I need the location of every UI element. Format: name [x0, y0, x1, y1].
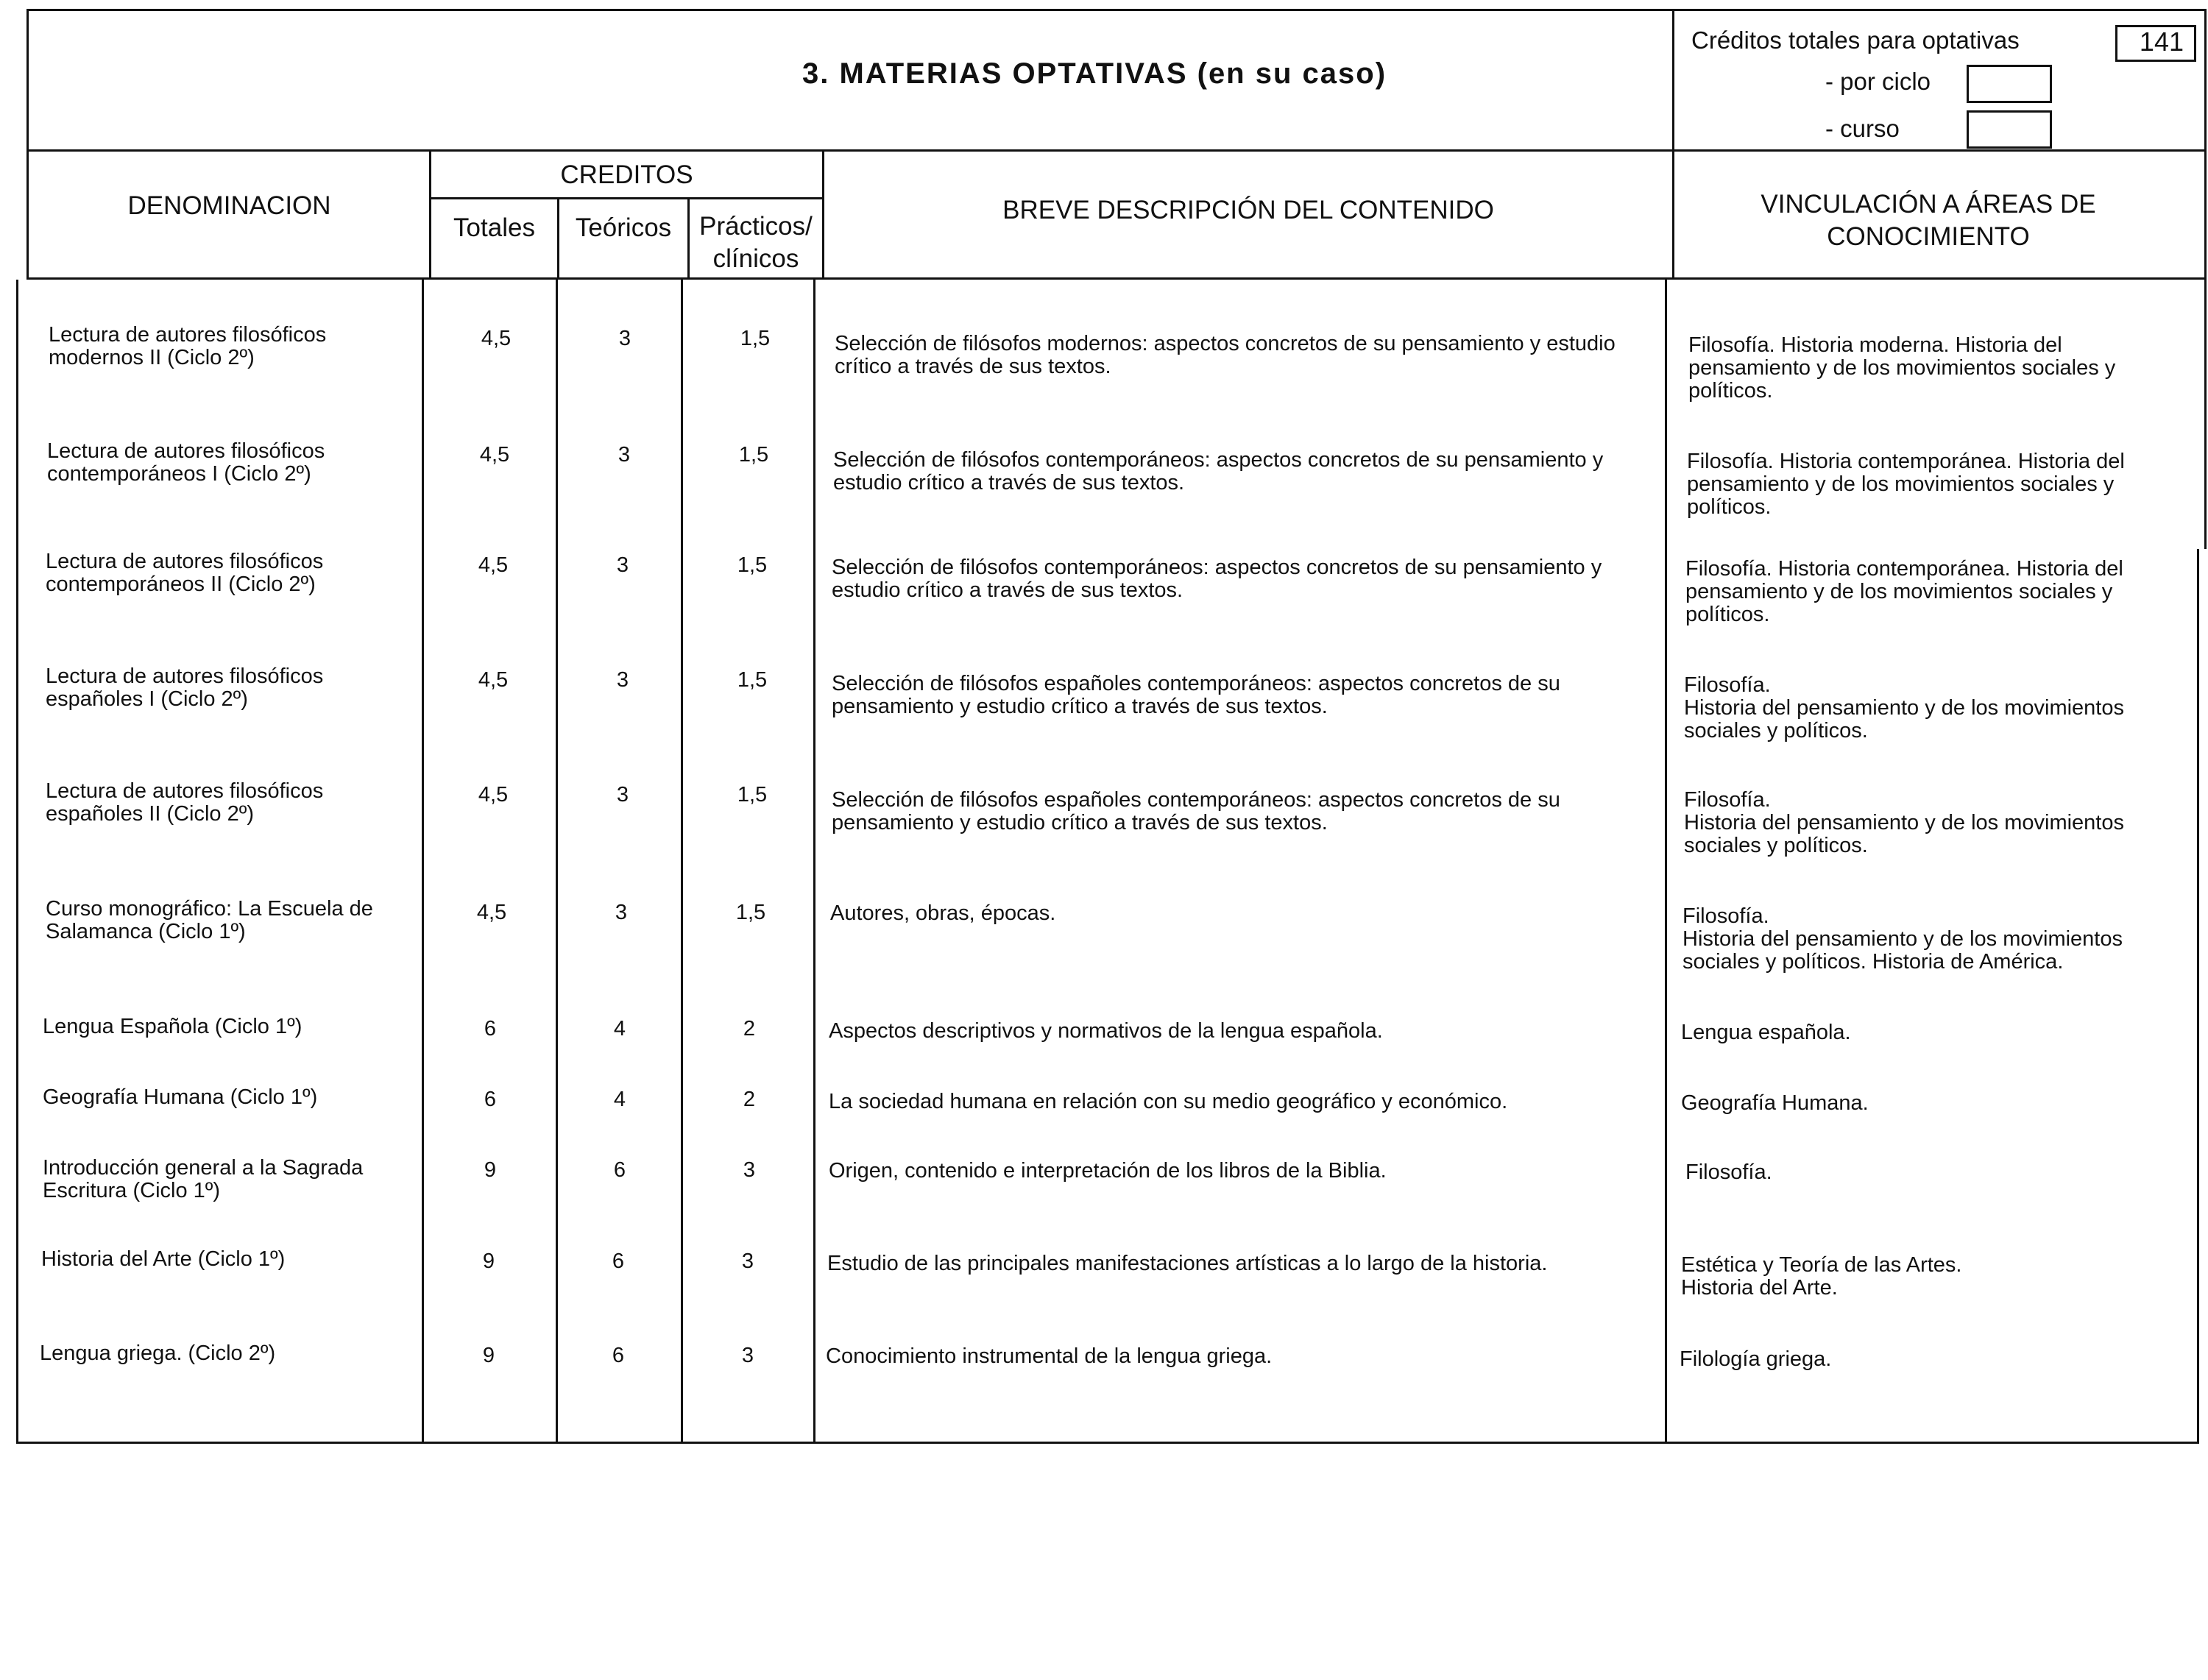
row-vinculacion: Filosofía. Historia moderna. Historia del pensamiento y de los movimientos sociales y políticos. [1688, 333, 2116, 403]
row-practicos: 1,5 [735, 901, 766, 924]
por-ciclo-label: - por ciclo [1825, 68, 1931, 95]
row-totales: 6 [484, 1017, 497, 1041]
row-teoricos: 3 [616, 783, 629, 807]
row-totales: 9 [484, 1158, 497, 1182]
creditos-totales-value: 141 [2115, 25, 2196, 62]
row-totales: 4,5 [478, 553, 509, 577]
row-teoricos: 3 [618, 327, 631, 350]
row-teoricos: 4 [613, 1088, 626, 1111]
row-descripcion: Selección de filósofos españoles contemporáneos: aspectos concretos de su pensamiento y estudio crítico a través de sus textos. [832, 672, 1560, 718]
row-descripcion: Autores, obras, épocas. [830, 901, 1056, 925]
row-denominacion: Historia del Arte (Ciclo 1º) [41, 1247, 286, 1271]
row-descripcion: Selección de filósofos contemporáneos: aspectos concretos de su pensamiento y estudio crítico a través de sus textos. [832, 556, 1602, 602]
row-practicos: 2 [743, 1017, 756, 1041]
row-denominacion: Geografía Humana (Ciclo 1º) [43, 1085, 318, 1109]
row-practicos: 3 [743, 1158, 756, 1182]
creditos-totales-label: Créditos totales para optativas [1691, 26, 2020, 54]
row-denominacion: Lectura de autores filosóficos modernos II (Ciclo 2º) [49, 323, 327, 369]
row-totales: 9 [482, 1250, 495, 1273]
row-totales: 4,5 [478, 668, 509, 692]
row-descripcion: Origen, contenido e interpretación de los libros de la Biblia. [829, 1159, 1387, 1183]
row-vinculacion: Filosofía. Historia contemporánea. Historia del pensamiento y de los movimientos sociales y políticos. [1685, 557, 2123, 626]
row-practicos: 1,5 [737, 668, 768, 692]
row-vinculacion: Lengua española. [1681, 1021, 1851, 1044]
row-totales: 4,5 [481, 327, 512, 350]
row-practicos: 3 [741, 1344, 754, 1367]
row-vinculacion: Filosofía. [1685, 1160, 1772, 1184]
row-vinculacion: Filología griega. [1680, 1347, 1832, 1371]
row-denominacion: Curso monográfico: La Escuela de Salamanca (Ciclo 1º) [46, 897, 373, 943]
col-descripcion: BREVE DESCRIPCIÓN DEL CONTENIDO [1002, 196, 1494, 224]
row-denominacion: Lengua griega. (Ciclo 2º) [40, 1341, 276, 1365]
col-vinculacion: VINCULACIÓN A ÁREAS DE CONOCIMIENTO [1761, 190, 2096, 251]
row-denominacion: Lectura de autores filosóficos contemporáneos I (Ciclo 2º) [47, 439, 325, 486]
row-teoricos: 3 [618, 443, 631, 467]
col-creditos: CREDITOS [560, 160, 693, 189]
row-teoricos: 3 [616, 553, 629, 577]
row-denominacion: Lectura de autores filosóficos contemporáneos II (Ciclo 2º) [46, 550, 324, 596]
row-totales: 4,5 [478, 783, 509, 807]
row-practicos: 2 [743, 1088, 756, 1111]
row-totales: 4,5 [476, 901, 507, 924]
col-practicos: Prácticos/ clínicos [699, 212, 813, 273]
row-descripcion: Selección de filósofos contemporáneos: aspectos concretos de su pensamiento y estudio crítico a través de sus textos. [833, 448, 1604, 495]
row-denominacion: Lengua Española (Ciclo 1º) [43, 1015, 302, 1038]
row-teoricos: 3 [615, 901, 628, 924]
row-descripcion: La sociedad humana en relación con su medio geográfico y económico. [829, 1090, 1508, 1113]
row-denominacion: Lectura de autores filosóficos españoles I (Ciclo 2º) [46, 664, 324, 711]
row-vinculacion: Filosofía. Historia contemporánea. Historia del pensamiento y de los movimientos sociales y políticos. [1687, 450, 2125, 519]
row-teoricos: 6 [613, 1158, 626, 1182]
curso-label: - curso [1825, 115, 1900, 142]
row-practicos: 3 [741, 1250, 754, 1273]
row-vinculacion: Filosofía. Historia del pensamiento y de los movimientos sociales y políticos. [1684, 673, 2124, 742]
row-descripcion: Selección de filósofos españoles contemporáneos: aspectos concretos de su pensamiento y estudio crítico a través de sus textos. [832, 788, 1560, 834]
col-totales: Totales [453, 213, 535, 242]
row-practicos: 1,5 [737, 553, 768, 577]
row-vinculacion: Filosofía. Historia del pensamiento y de los movimientos sociales y políticos. Historia de América. [1682, 904, 2123, 974]
curso-box [1967, 110, 2052, 149]
row-denominacion: Lectura de autores filosóficos españoles II (Ciclo 2º) [46, 779, 324, 826]
row-descripcion: Conocimiento instrumental de la lengua griega. [826, 1344, 1273, 1368]
row-teoricos: 3 [616, 668, 629, 692]
row-descripcion: Selección de filósofos modernos: aspectos concretos de su pensamiento y estudio crítico a través de sus textos. [835, 332, 1616, 378]
row-descripcion: Estudio de las principales manifestaciones artísticas a lo largo de la historia. [827, 1252, 1548, 1275]
row-teoricos: 6 [612, 1250, 625, 1273]
row-practicos: 1,5 [738, 443, 769, 467]
col-denominacion: DENOMINACION [127, 191, 331, 220]
row-practicos: 1,5 [737, 783, 768, 807]
row-teoricos: 4 [613, 1017, 626, 1041]
row-vinculacion: Filosofía. Historia del pensamiento y de los movimientos sociales y políticos. [1684, 788, 2124, 857]
row-practicos: 1,5 [740, 327, 771, 350]
row-vinculacion: Estética y Teoría de las Artes. Historia del Arte. [1681, 1253, 1962, 1300]
row-teoricos: 6 [612, 1344, 625, 1367]
row-vinculacion: Geografía Humana. [1681, 1091, 1869, 1115]
col-teoricos: Teóricos [575, 213, 672, 242]
row-totales: 4,5 [479, 443, 510, 467]
row-descripcion: Aspectos descriptivos y normativos de la lengua española. [829, 1019, 1383, 1043]
page-title: 3. MATERIAS OPTATIVAS (en su caso) [802, 57, 1387, 90]
por-ciclo-box [1967, 65, 2052, 103]
row-denominacion: Introducción general a la Sagrada Escritura (Ciclo 1º) [43, 1156, 364, 1202]
row-totales: 9 [482, 1344, 495, 1367]
row-totales: 6 [484, 1088, 497, 1111]
